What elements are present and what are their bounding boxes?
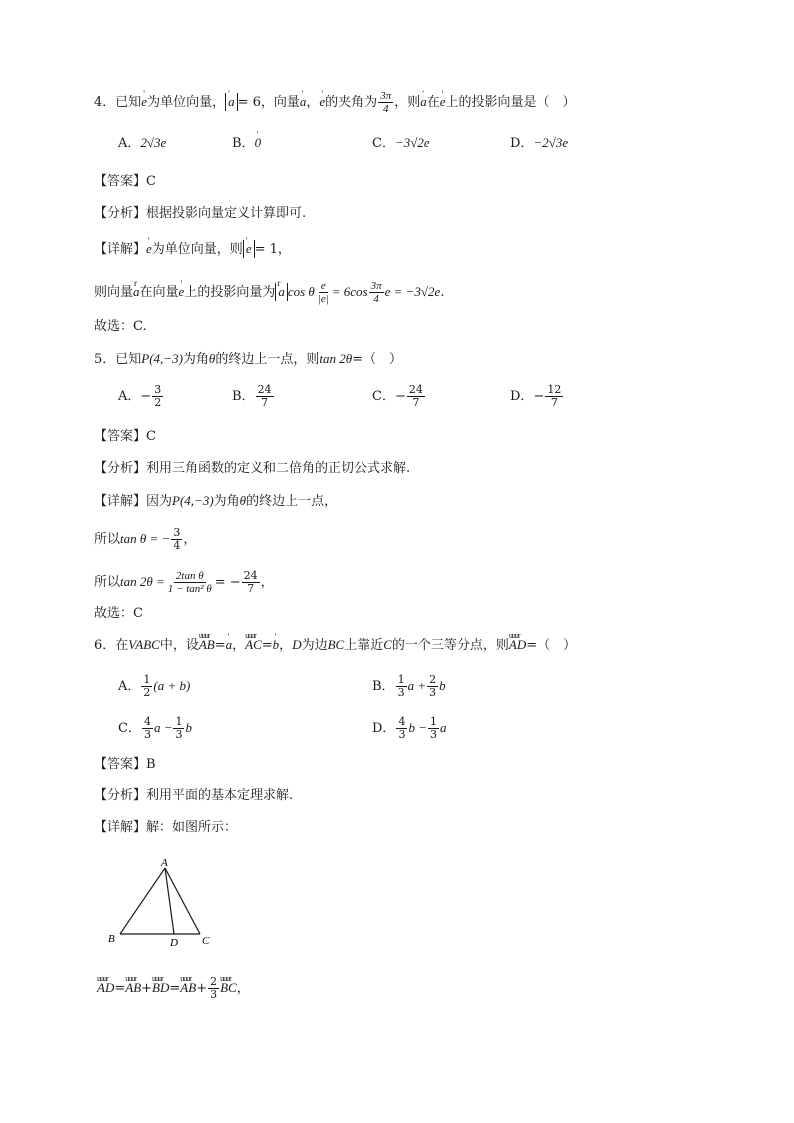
fraction-denominator: 3 [429, 728, 437, 741]
q4-detail-2 [94, 280, 444, 305]
option-value: 2√3e [140, 135, 167, 150]
analysis-text: 根据投影向量定义计算即可. [146, 206, 307, 221]
angle-fraction [378, 90, 393, 115]
option-value: a + [407, 678, 427, 693]
fraction-denominator: 3 [210, 988, 218, 1001]
analysis-tag: 【分析】 [94, 461, 147, 476]
q6-stem-text: =（ ） [526, 638, 577, 653]
q5-analysis [94, 460, 410, 478]
analysis-text: 利用平面的基本定理求解. [146, 788, 294, 803]
option-label: A． [118, 136, 141, 151]
option-label: D． [510, 136, 534, 151]
equals: = [114, 981, 126, 996]
q6-stem-text: ， [279, 638, 293, 653]
detail-math: tan θ = − [120, 531, 171, 546]
vertex-label-b: B [108, 933, 115, 945]
side-bc: BC [327, 637, 345, 652]
triangle-abc: VABC [128, 637, 160, 652]
detail-tag: 【详解】 [94, 820, 147, 835]
triangle-figure [100, 856, 230, 956]
fraction-denominator: 4 [382, 103, 389, 115]
detail-text: 则向量 [94, 285, 134, 300]
abs-vector-e: ' e [243, 240, 255, 258]
double-angle-fraction [166, 570, 214, 595]
option-label: B． [232, 136, 255, 151]
fraction-numerator: 2 [429, 673, 437, 686]
detail-text: 所以 [94, 575, 121, 590]
option-label: B． [372, 679, 395, 694]
cos-theta: cos θ [287, 284, 315, 299]
q6-option-b [372, 674, 446, 699]
point-p: P(4,−3) [141, 351, 183, 366]
fraction-denominator: 1 − tan² θ [167, 583, 212, 595]
fraction-denominator: 3 [397, 686, 405, 699]
q4-stem [94, 90, 576, 115]
detail-text: ， [260, 575, 274, 590]
fraction-numerator: 2tan θ [175, 570, 204, 582]
fraction-denominator: 2 [143, 686, 151, 699]
q4-stem-text: = 6，向量 [237, 95, 300, 110]
vector-e: ' e [146, 240, 152, 258]
option-value: a − [153, 720, 173, 735]
fraction-numerator: 1 [397, 673, 405, 686]
option-sign: − [394, 389, 406, 404]
option-fraction [142, 716, 153, 741]
q6-option-c [118, 716, 192, 741]
plus: + [141, 981, 153, 996]
detail-math: = 6cos [331, 284, 368, 299]
fraction-numerator: 4 [398, 715, 406, 728]
q6-stem-text: 中，设 [159, 638, 199, 653]
detail-text: . [440, 285, 445, 300]
q6-stem-text: 的一个三等分点，则 [391, 638, 509, 653]
angle-fraction [369, 280, 384, 305]
vector-ab: uuur AB [180, 979, 196, 997]
vector-ad: uuur AD [509, 636, 526, 654]
q5-option-c [372, 384, 426, 409]
option-value: −2√3e [533, 135, 569, 150]
q6-stem-text: 为边 [301, 638, 328, 653]
fraction-numerator: 3 [173, 526, 181, 539]
q4-stem-text: ，则 [394, 95, 421, 110]
option-value: −3√2e [394, 135, 430, 150]
option-value: a [439, 720, 447, 735]
two-thirds-fraction [208, 976, 219, 1001]
option-label: C． [372, 389, 395, 404]
q4-stem-prefix: 4．已知 [94, 95, 142, 110]
theta: θ [239, 493, 247, 508]
fraction-numerator: 3π [380, 90, 392, 102]
vertex-label-a: A [161, 857, 168, 869]
detail-text: 解：如图所示： [146, 820, 238, 835]
fraction-numerator: 24 [408, 383, 423, 396]
vector-ab: uuur AB [125, 979, 141, 997]
fraction-denominator: |e| [317, 293, 329, 305]
analysis-tag: 【分析】 [94, 206, 147, 221]
q6-stem-text: 上靠近 [344, 638, 384, 653]
option-fraction [173, 716, 184, 741]
vector-ab: uuur AB [199, 636, 215, 654]
q4-option-c [372, 134, 430, 153]
vector-a: ' a [226, 636, 233, 654]
theta: θ [208, 351, 216, 366]
q5-stem-text: 5．已知 [94, 352, 142, 367]
tan-2theta: tan 2θ [319, 351, 353, 366]
analysis-text: 利用三角函数的定义和二倍角的正切公式求解. [146, 461, 411, 476]
q4-stem-text: 上的投影向量是（ ） [445, 95, 576, 110]
fraction-numerator: 1 [175, 715, 183, 728]
fraction-numerator: 3 [154, 383, 162, 396]
vector-a: ' a [420, 93, 427, 111]
q4-stem-text: 的夹角为 [325, 95, 378, 110]
option-label: B． [232, 389, 255, 404]
q4-option-a [118, 134, 166, 153]
fraction-numerator: 12 [547, 383, 562, 396]
q5-detail-2 [94, 527, 196, 552]
q6-option-d [372, 716, 446, 741]
fraction-numerator: 3π [370, 280, 382, 292]
q6-stem-text: = [261, 638, 273, 653]
vector-e: ' e [141, 93, 147, 111]
q6-stem-text: ， [232, 638, 246, 653]
plus: + [196, 981, 208, 996]
q4-answer [94, 173, 156, 191]
vertex-label-c: C [202, 935, 210, 947]
answer-tag: 【答案】 [94, 757, 147, 772]
detail-tag: 【详解】 [94, 494, 147, 509]
q5-stem-text: =（ ） [352, 352, 402, 367]
q4-stem-text: 在 [426, 95, 440, 110]
fraction-numerator: 24 [257, 383, 272, 396]
option-label: D． [510, 389, 534, 404]
q4-option-b [232, 134, 261, 153]
fraction-denominator: 2 [154, 396, 162, 409]
option-label: C． [372, 136, 395, 151]
fraction-denominator: 3 [398, 728, 406, 741]
q5-detail-3 [94, 570, 274, 595]
detail-math: = − [214, 575, 241, 590]
option-label: A． [118, 389, 141, 404]
option-fraction [396, 716, 407, 741]
detail-text: ， [236, 981, 250, 996]
option-sign: − [533, 389, 545, 404]
fraction-numerator: 24 [243, 569, 258, 582]
detail-text: 所以 [94, 532, 121, 547]
vector-a: ' a [300, 93, 307, 111]
detail-tag: 【详解】 [94, 242, 147, 257]
segment-ad [165, 868, 174, 934]
abs-vector-a: ' a [225, 93, 238, 111]
point-d: D [292, 637, 302, 652]
analysis-tag: 【分析】 [94, 788, 147, 803]
option-value: b [185, 720, 192, 735]
q4-detail-1 [94, 240, 291, 259]
detail-text: = 1， [254, 242, 291, 257]
option-fraction [396, 674, 407, 699]
vector-b: ' b [273, 636, 280, 654]
fraction-denominator: 3 [175, 728, 183, 741]
answer-value: C [146, 174, 156, 189]
detail-text: 因为 [146, 494, 173, 509]
fraction-denominator: 7 [550, 396, 558, 409]
option-fraction [141, 674, 152, 699]
detail-math: tan 2θ = [120, 574, 165, 589]
answer-tag: 【答案】 [94, 174, 147, 189]
result-fraction [242, 570, 260, 595]
equals: = [169, 981, 181, 996]
detail-math: e = −3√2e [384, 284, 441, 299]
q5-conclusion: 故选：C [94, 606, 143, 621]
q6-answer [94, 756, 156, 774]
detail-text: 为单位向量，则 [151, 242, 243, 257]
q5-option-d [510, 384, 564, 409]
option-fraction [428, 716, 439, 741]
option-fraction [545, 384, 563, 409]
option-value: (a + b) [153, 678, 191, 693]
fraction-denominator: 7 [247, 582, 255, 595]
answer-tag: 【答案】 [94, 429, 147, 444]
fraction-numerator: 2 [210, 975, 218, 988]
answer-value: B [146, 757, 156, 772]
q5-option-a [118, 384, 164, 409]
q5-answer [94, 428, 156, 446]
q5-option-b [232, 384, 275, 409]
fraction-denominator: 7 [412, 396, 420, 409]
point-c: C [383, 637, 392, 652]
fraction-numerator: e [320, 280, 326, 292]
q5-stem-text: 为角 [182, 352, 209, 367]
q4-analysis [94, 205, 306, 223]
side-ac [165, 868, 200, 934]
option-label: A． [118, 679, 141, 694]
abs-vector-a: r a [275, 283, 288, 301]
option-fraction [407, 384, 425, 409]
vector-e: ' e [319, 93, 325, 111]
fraction-numerator: 1 [429, 715, 437, 728]
q6-analysis [94, 787, 293, 805]
fraction-denominator: 4 [173, 539, 181, 552]
point-p: P(4,−3) [172, 493, 214, 508]
unit-vector-fraction [316, 280, 331, 305]
detail-text: ， [183, 532, 197, 547]
q6-stem [94, 636, 576, 655]
q4-option-d [510, 134, 568, 153]
q4-stem-text: ， [306, 95, 320, 110]
q6-stem-text: = [214, 638, 226, 653]
option-value: b − [408, 720, 427, 735]
option-fraction [427, 674, 438, 699]
vector-bc: uuur BC [220, 979, 237, 997]
option-label: D． [372, 721, 396, 736]
fraction-denominator: 7 [261, 396, 269, 409]
q6-final-equation [97, 976, 250, 1001]
q6-stem-text: 6．在 [94, 638, 129, 653]
detail-text: 在向量 [139, 285, 179, 300]
q4-conclusion: 故选：C. [94, 319, 147, 334]
fraction-denominator: 3 [143, 728, 151, 741]
q6-option-a [118, 674, 190, 699]
fraction-numerator: 4 [143, 715, 151, 728]
vector-e: ' e [440, 93, 446, 111]
vector-ac: uuur AC [245, 636, 262, 654]
option-value: b [439, 678, 446, 693]
q5-stem-text: 的终边上一点，则 [215, 352, 320, 367]
option-label: C． [118, 721, 141, 736]
q4-stem-text: 为单位向量， [147, 95, 226, 110]
detail-text: 上的投影向量为 [184, 285, 276, 300]
vertex-label-d: D [170, 937, 178, 949]
detail-text: 的终边上一点， [246, 494, 338, 509]
q5-detail-1 [94, 492, 337, 511]
tan-fraction [171, 527, 182, 552]
option-sign: − [140, 389, 152, 404]
fraction-numerator: 1 [143, 673, 151, 686]
option-fraction [256, 384, 274, 409]
vector-a: r a [133, 283, 140, 301]
fraction-denominator: 4 [373, 293, 379, 305]
fraction-denominator: 3 [429, 686, 437, 699]
option-fraction [152, 384, 163, 409]
answer-value: C [146, 429, 156, 444]
q6-detail [94, 819, 237, 837]
vector-ad: uuur AD [97, 979, 114, 997]
option-value: ' 0 [255, 134, 262, 152]
vector-e: ' e [179, 283, 185, 301]
detail-text: 为角 [213, 494, 240, 509]
q5-stem [94, 350, 402, 369]
side-ab [120, 868, 165, 934]
vector-bd: uuur BD [152, 979, 169, 997]
